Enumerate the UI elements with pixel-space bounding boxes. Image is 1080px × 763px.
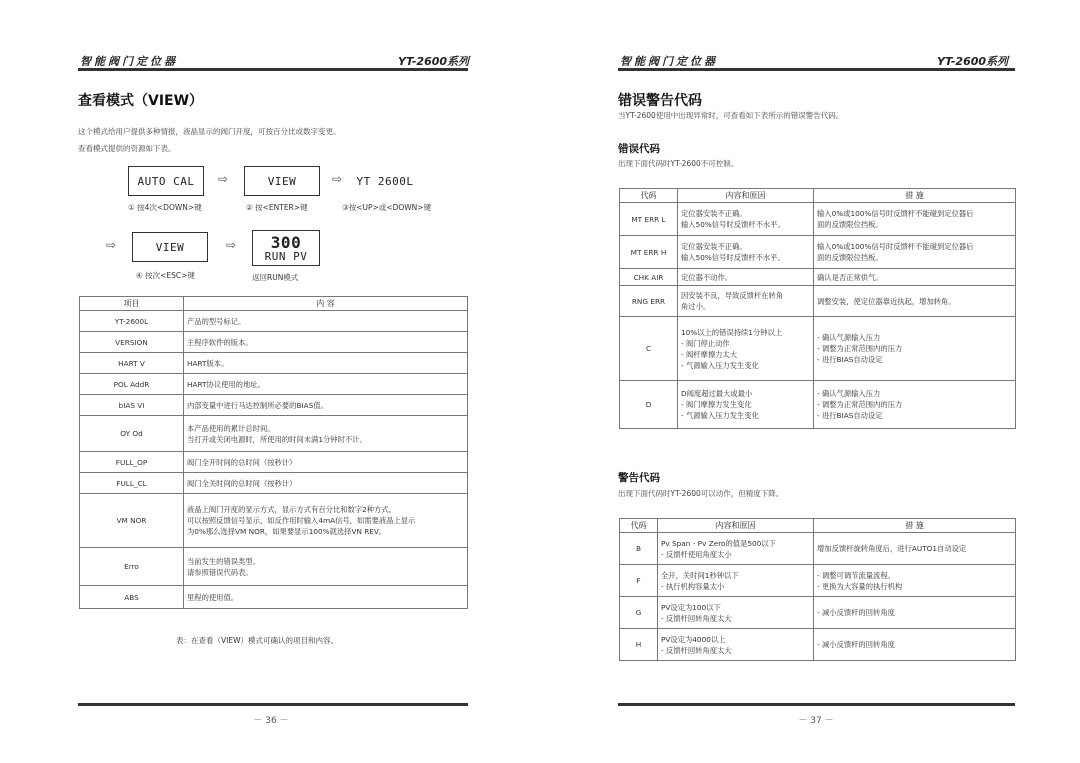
item-cell: POL AddR (80, 374, 184, 395)
table-row (620, 381, 1016, 429)
action-cell (814, 286, 1016, 317)
action-line: 面的反馈限位挡板。 (817, 253, 883, 262)
lcd-model: YT 2600L (352, 166, 418, 196)
run-label: RUN PV (264, 249, 308, 263)
content-cell (184, 548, 468, 586)
action-line: - 调整为正常范围内的压力 (817, 344, 903, 353)
step-caption: ③按<UP>或<DOWN>键 (342, 203, 432, 212)
error-code-table (619, 188, 1016, 429)
page-number: － 37 － (798, 716, 834, 726)
table-row (80, 332, 468, 353)
table-row (80, 452, 468, 473)
item-cell: VERSION (80, 332, 184, 353)
cause-line: - 反馈杆回转角度太大 (661, 613, 732, 623)
action-line: - 进行BIAS自动设定 (817, 355, 883, 364)
cause-cell (658, 597, 814, 629)
cause-cell (678, 381, 814, 429)
cause-line: - 执行机构容量太小 (661, 581, 725, 591)
cause-line: 10%以上的错误持续1分钟以上 (681, 327, 783, 337)
cause-line: - 反馈杆回转角度太大 (661, 645, 732, 655)
action-line: - 调整为正常范围内的压力 (817, 400, 903, 409)
cause-line: - 阀杆摩擦力太大 (681, 349, 738, 359)
header-title: 智能阀门定位器 (80, 55, 178, 68)
step-caption: 返回RUN模式 (252, 273, 299, 282)
arrow-right-icon: ⇨ (332, 172, 343, 186)
content-line: 液晶上阀门开度的显示方式，显示方式有百分比和数字2种方式。 (187, 505, 396, 514)
content-cell (184, 416, 468, 452)
table-row (80, 395, 468, 416)
cause-line: 定位器不动作。 (681, 272, 733, 282)
content-cell (184, 395, 468, 416)
content-cell (184, 586, 468, 609)
code-cell: MT ERR L (620, 203, 678, 236)
intro-line: 查看模式提供的资源如下表。 (78, 144, 176, 153)
content-line: HART版本。 (187, 358, 229, 368)
code-cell: RNG ERR (620, 286, 678, 317)
cause-line: - 阀门停止动作 (681, 338, 730, 348)
intro-line: 当YT-2600使用中出现异常时，可查看如下表所示的错误警告代码。 (618, 111, 844, 120)
table-row (80, 374, 468, 395)
cause-line: - 气源输入压力发生变化 (681, 411, 759, 420)
cause-line: 全开，关时间1秒钟以下 (661, 570, 739, 580)
table-row (620, 286, 1016, 317)
table-row (620, 597, 1016, 629)
intro-line: 这个模式给用户提供多种情报，液晶显示的阀门开度，可按百分比或数字变更。 (78, 127, 341, 136)
cause-line: 定位器安装不正确。 (681, 209, 747, 218)
action-cell (814, 236, 1016, 269)
content-line: 内部变量中进行马达控制所必要的BIAS值。 (187, 400, 328, 410)
cause-line: 输入50%信号时反馈杆不水平。 (681, 253, 785, 262)
table-header-row (620, 189, 1016, 203)
header-title: 智能阀门定位器 (620, 55, 718, 68)
content-cell (184, 353, 468, 374)
action-cell (814, 269, 1016, 286)
content-cell (184, 452, 468, 473)
action-line: - 调整可调节流量流程。 (817, 570, 895, 580)
content-line: 里程的使用值。 (187, 592, 239, 602)
action-line: - 减小反馈杆的回转角度 (817, 640, 895, 649)
cause-line: 输入50%信号时反馈杆不水平。 (681, 220, 785, 229)
step-caption: ① 按4次<DOWN>键 (128, 203, 202, 212)
code-cell: B (620, 533, 658, 565)
code-cell: MT ERR H (620, 236, 678, 269)
column-header: 措 施 (814, 189, 1016, 203)
content-line: 本产品使用的累计总时间。 (187, 423, 275, 433)
table-row (620, 269, 1016, 286)
step-caption: ② 按<ENTER>键 (246, 203, 308, 212)
cause-line: PV设定为4000以上 (661, 634, 726, 644)
content-line: 当打开或关闭电源时，所使用的时间未满1分钟时不计。 (187, 434, 367, 444)
table-row (80, 473, 468, 494)
arrow-right-icon: ⇨ (218, 172, 229, 186)
view-mode-table (79, 296, 468, 609)
cause-line: Pv Span - Pv Zero的值是500以下 (661, 538, 776, 548)
table-header-row (620, 519, 1016, 533)
run-value: 300 (270, 232, 302, 252)
action-line: 面的反馈限位挡板。 (817, 220, 883, 229)
arrow-right-icon: ⇨ (106, 238, 117, 252)
column-header: 代码 (620, 519, 658, 533)
column-header: 内 容 (184, 297, 468, 311)
content-cell (184, 494, 468, 548)
table-caption: 表：在查看（VIEW）模式可确认的项目和内容。 (176, 636, 338, 645)
page-heading: 错误警告代码 (618, 93, 702, 109)
content-line: 为0%那么选择VM NOR，如果要显示100%就选择VN REV。 (187, 527, 387, 536)
code-cell: G (620, 597, 658, 629)
action-cell (814, 533, 1016, 565)
action-cell (814, 629, 1016, 661)
action-line: 确认是否正常供气。 (817, 272, 883, 282)
page-number: － 36 － (253, 716, 289, 726)
cause-cell (658, 629, 814, 661)
content-line: 产品的型号标记。 (187, 316, 246, 326)
table-header-row (80, 297, 468, 311)
table-row (80, 311, 468, 332)
action-cell (814, 203, 1016, 236)
column-header: 措 施 (814, 519, 1016, 533)
table-row (620, 629, 1016, 661)
cause-cell (678, 236, 814, 269)
content-line: 阀门全开时间的总时间（按秒计） (187, 457, 297, 467)
content-cell (184, 473, 468, 494)
cause-cell (658, 565, 814, 597)
content-cell (184, 311, 468, 332)
warning-code-table (619, 518, 1016, 661)
table-row (80, 548, 468, 586)
page-heading: 查看模式（VIEW） (78, 93, 204, 109)
header-rule (618, 68, 1015, 71)
action-line: 输入0%或100%信号时反馈杆不能碰到定位器后 (817, 209, 974, 218)
cause-cell (678, 286, 814, 317)
code-cell: C (620, 317, 678, 381)
right-page (540, 0, 1080, 763)
action-line: - 确认气源输入压力 (817, 389, 881, 398)
header-model: YT-2600系列 (937, 55, 1009, 68)
cause-line: D阀度超过最大或最小 (681, 389, 753, 398)
cause-line: - 阀门摩擦力发生变化 (681, 400, 752, 409)
cause-line: 因安装不良，导致反馈杆在转角 (681, 291, 784, 300)
item-cell: bIAS VI (80, 395, 184, 416)
column-header: 内容和原因 (678, 189, 814, 203)
table-row (80, 586, 468, 609)
item-cell: Erro (80, 548, 184, 586)
action-line: - 进行BIAS自动设定 (817, 411, 883, 420)
warning-heading: 警告代码 (618, 472, 660, 484)
lcd-view: VIEW (132, 232, 208, 262)
table-row (620, 533, 1016, 565)
item-cell: OY Od (80, 416, 184, 452)
content-line: 当前发生的错误类型。 (187, 556, 260, 566)
content-cell (184, 332, 468, 353)
action-cell (814, 597, 1016, 629)
error-heading: 错误代码 (618, 143, 660, 155)
cause-line: - 气源输入压力发生变化 (681, 360, 759, 370)
table-row (80, 494, 468, 548)
table-row (620, 236, 1016, 269)
action-line: 输入0%或100%信号时反馈杆不能碰到定位器后 (817, 242, 974, 251)
cause-cell (678, 269, 814, 286)
lcd-auto-cal: AUTO CAL (128, 166, 204, 196)
column-header: 内容和原因 (658, 519, 814, 533)
table-row (80, 416, 468, 452)
cause-cell (678, 203, 814, 236)
code-cell: D (620, 381, 678, 429)
lcd-run-pv (252, 230, 320, 266)
cause-line: - 反馈杆使用角度太小 (661, 549, 732, 559)
cause-line: 定位器安装不正确。 (681, 242, 747, 251)
content-line: 可以按照反馈信号显示，如反作用时输入4mA信号，如需要液晶上显示 (187, 516, 416, 525)
warning-intro: 出现下面代码时YT-2600可以动作，但精度下降。 (618, 489, 784, 498)
column-header: 代码 (620, 189, 678, 203)
cause-cell (678, 317, 814, 381)
table-row (80, 353, 468, 374)
content-line: 阀门全关时间的总时间（按秒计） (187, 478, 297, 488)
error-intro: 出现下面代码时YT-2600不可控制。 (618, 159, 739, 168)
content-line: HART协议使用的地址。 (187, 379, 265, 389)
code-cell: H (620, 629, 658, 661)
lcd-view: VIEW (244, 166, 320, 196)
arrow-right-icon: ⇨ (226, 238, 237, 252)
table-row (620, 317, 1016, 381)
item-cell: YT-2600L (80, 311, 184, 332)
action-line: - 减小反馈杆的回转角度 (817, 608, 895, 617)
code-cell: CHK AIR (620, 269, 678, 286)
table-row (620, 565, 1016, 597)
header-rule (78, 68, 468, 71)
cause-line: PV设定为100以下 (661, 602, 721, 612)
header-model: YT-2600系列 (398, 55, 470, 68)
code-cell: F (620, 565, 658, 597)
action-line: 调整安装，使定位器靠近执起，增加转角。 (817, 296, 956, 306)
footer-rule (78, 703, 468, 706)
item-cell: HART V (80, 353, 184, 374)
cause-cell (658, 533, 814, 565)
item-cell: VM NOR (80, 494, 184, 548)
item-cell: FULL_CL (80, 473, 184, 494)
table-row (620, 203, 1016, 236)
action-line: - 更换为大容量的执行机构 (817, 581, 903, 591)
action-line: - 确认气源输入压力 (817, 333, 881, 342)
content-line: 请参照错误代码表。 (187, 567, 253, 577)
item-cell: ABS (80, 586, 184, 609)
column-header: 项目 (80, 297, 184, 311)
action-line: 增加反馈杆旋转角度后，进行AUTO1自动设定 (817, 544, 967, 553)
action-cell (814, 381, 1016, 429)
footer-rule (618, 703, 1015, 706)
cause-line: 角过小。 (681, 302, 711, 311)
action-cell (814, 317, 1016, 381)
step-caption: ④ 按次<ESC>键 (136, 271, 195, 280)
item-cell: FULL_OP (80, 452, 184, 473)
content-line: 主程序软件的版本。 (187, 337, 253, 347)
action-cell (814, 565, 1016, 597)
content-cell (184, 374, 468, 395)
